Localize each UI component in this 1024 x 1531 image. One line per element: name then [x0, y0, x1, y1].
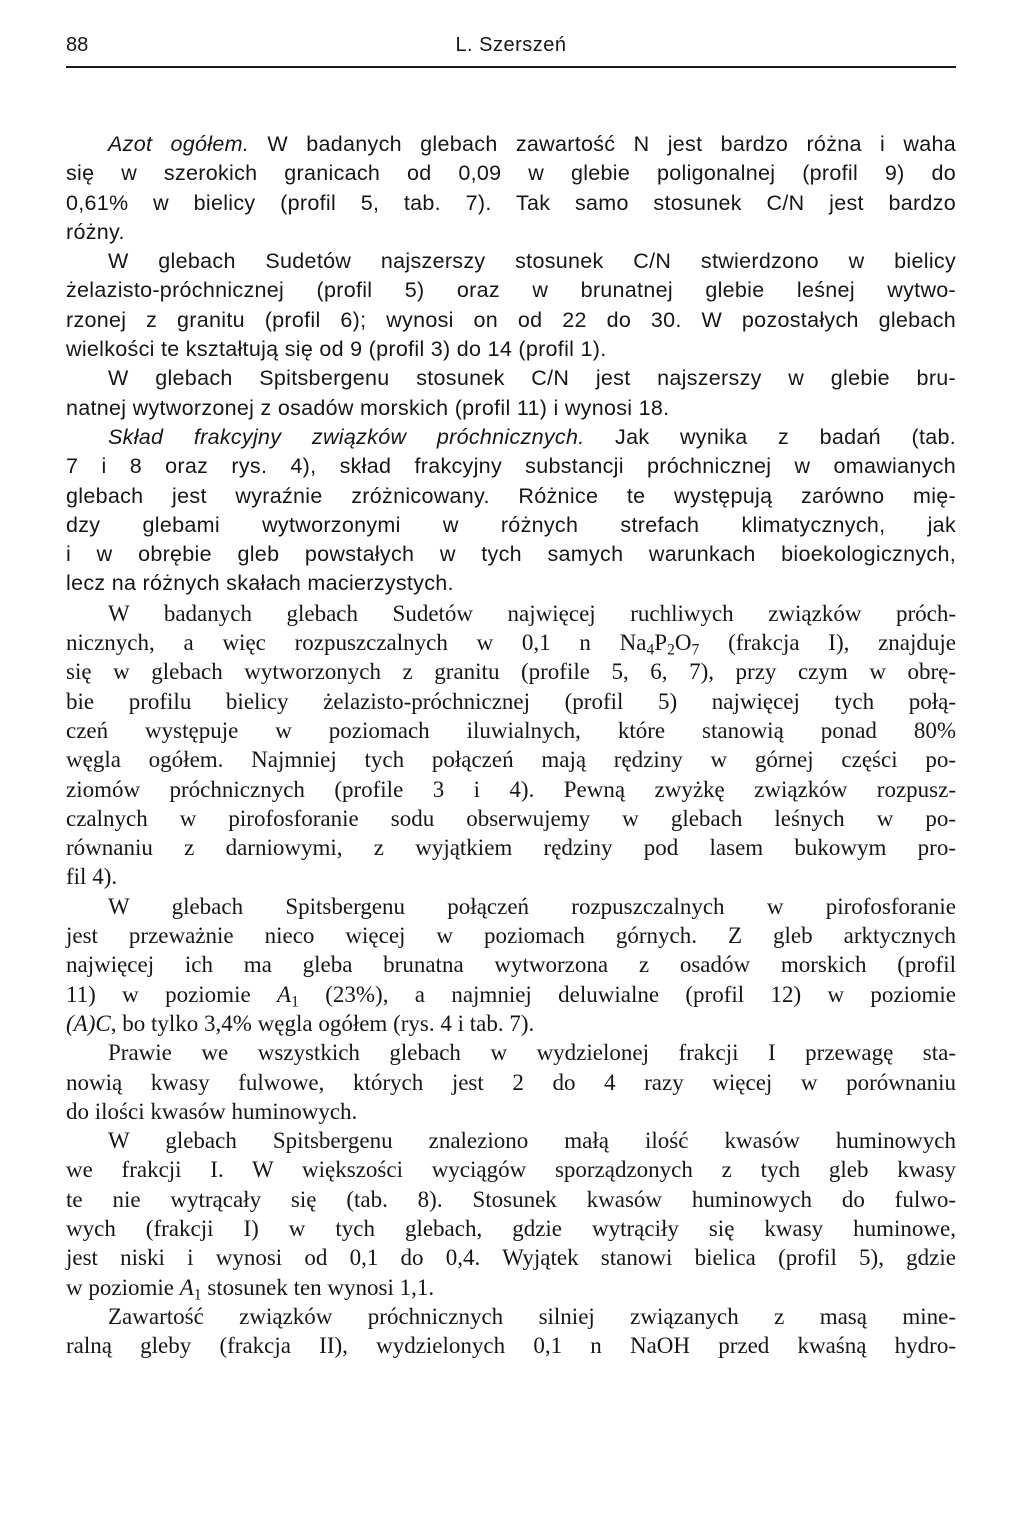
text-line: 7 i 8 oraz rys. 4), skład frakcyjny substancji próchnicznej w omawianych — [66, 454, 956, 479]
text-line: nicznych, a więc rozpuszczalnych w 0,1 n $Na_4P_2O_7$ (frakcja I), znajduje — [66, 630, 956, 659]
text-line: ralną gleby (frakcja II), wydzielonych 0,1 n NaOH przed kwaśną hydro- — [66, 1333, 956, 1359]
horizon-symbol: A — [277, 981, 292, 1007]
paragraph-nitrogen-total — [66, 130, 956, 247]
text-line: i w obrębie gleb powstałych w tych samych warunkach bioekologicznych, — [66, 542, 956, 567]
paragraph-spitsbergen-pyrophosphate — [66, 892, 956, 1038]
text-line: bie profilu bielicy żelazisto-próchnicznej (profil 5) najwięcej tych połą- — [66, 688, 956, 714]
text-line: równaniu z darniowymi, z wyjątkiem rędziny pod lasem bukowym pro- — [66, 835, 956, 861]
running-title: L. Szerszeń — [455, 34, 567, 56]
paragraph-fraction-two — [66, 1302, 956, 1361]
text-line: w poziomie $A_1$ stosunek ten wynosi 1,1. — [66, 1274, 435, 1304]
text-line: wych (frakcji I) w tych glebach, gdzie wytrąciły się kwasy huminowe, — [66, 1215, 956, 1241]
text-line: 11) w poziomie $A_1$ (23%), a najmniej deluwialne (profil 12) w poziomie — [66, 981, 956, 1011]
text-line: najwięcej ich ma gleba brunatna wytworzona z osadów morskich (profil — [66, 952, 956, 978]
body-text — [66, 130, 956, 1360]
text-line: ziomów próchnicznych (profile 3 i 4). Pewną zwyżkę związków rozpusz- — [66, 776, 956, 802]
text-line: te nie wytrącały się (tab. 8). Stosunek kwasów huminowych do fulwo- — [66, 1186, 956, 1212]
text-line: Skład frakcyjny związków próchnicznych. Jak wynika z badań (tab. — [108, 424, 957, 449]
text-line: się w szerokich granicach od 0,09 w glebie poligonalnej (profil 9) do — [66, 161, 956, 186]
text-line: jest przeważnie nieco więcej w poziomach górnych. Z gleb arktycznych — [66, 923, 956, 949]
text-line: węgla ogółem. Najmniej tych połączeń mają rędziny w górnej części po- — [66, 747, 956, 773]
text-line: do ilości kwasów huminowych. — [66, 1098, 358, 1124]
paragraph-fractional-composition — [66, 423, 956, 599]
text-line: Zawartość związków próchnicznych silniej związanych z masą mine- — [108, 1303, 956, 1329]
text-line: 0,61% w bielicy (profil 5, tab. 7). Tak samo stosunek C/N jest bardzo — [66, 190, 956, 215]
text-line: nowią kwasy fulwowe, których jest 2 do 4 razy więcej w porównaniu — [66, 1069, 956, 1095]
text-line: W glebach Sudetów najszerszy stosunek C/N stwierdzono w bielicy — [108, 249, 956, 274]
text-line: glebach jest wyraźnie zróżnicowany. Różnice te występują zarówno mię- — [66, 483, 956, 508]
text-line: we frakcji I. W większości wyciągów sporządzonych z tych gleb kwasy — [66, 1157, 956, 1183]
text-line: się w glebach wytworzonych z granitu (profile 5, 6, 7), przy czym w obrę- — [66, 659, 956, 685]
horizon-symbol: (A)C — [66, 1010, 111, 1036]
paragraph-spitsbergen-cn — [66, 364, 956, 423]
horizon-symbol: A — [179, 1274, 194, 1300]
text-line: Prawie we wszystkich glebach w wydzielonej frakcji I przewagę sta- — [108, 1040, 956, 1066]
text-line: W glebach Spitsbergenu znaleziono małą ilość kwasów huminowych — [108, 1128, 956, 1154]
text-line: czalnych w pirofosforanie sodu obserwujemy w glebach leśnych w po- — [66, 805, 956, 831]
page — [66, 30, 956, 1360]
text-line: (A)C, bo tylko 3,4% węgla ogółem (rys. 4 i tab. 7). — [66, 1010, 535, 1036]
text-line: żelazisto-próchnicznej (profil 5) oraz w brunatnej glebie leśnej wytwo- — [66, 278, 956, 303]
text-line: fil 4). — [66, 864, 118, 890]
text-line: W glebach Spitsbergenu stosunek C/N jest najszerszy w glebie bru- — [108, 366, 956, 391]
text-line: natnej wytworzonej z osadów morskich (profil 11) i wynosi 18. — [66, 395, 670, 420]
paragraph-humic-acids — [66, 1126, 956, 1302]
text-line: Azot ogółem. W badanych glebach zawartość N jest bardzo różna i waha — [108, 132, 956, 156]
page-header — [66, 30, 956, 68]
text-line: jest niski i wynosi od 0,1 do 0,4. Wyjątek stanowi bielica (profil 5), gdzie — [66, 1245, 956, 1271]
text-line: lecz na różnych skałach macierzystych. — [66, 571, 454, 596]
text-line: rzonej z granitu (profil 6); wynosi on od 22 do 30. W pozostałych glebach — [66, 307, 956, 332]
text-line: dzy glebami wytworzonymi w różnych strefach klimatycznych, jak — [66, 512, 956, 537]
section-lead: Skład frakcyjny związków próchnicznych. — [108, 424, 585, 449]
paragraph-sudety-mobile-compounds — [66, 599, 956, 892]
section-lead: Azot ogółem. — [108, 132, 250, 156]
page-number: 88 — [66, 34, 89, 56]
paragraph-fulvic-acids — [66, 1038, 956, 1126]
text-line: W glebach Spitsbergenu połączeń rozpuszczalnych w pirofosforanie — [108, 893, 956, 919]
text-line: czeń występuje w poziomach iluwialnych, które stanowią ponad 80% — [66, 717, 956, 743]
paragraph-sudety-cn — [66, 247, 956, 364]
text-line: wielkości te kształtują się od 9 (profil 3) do 14 (profil 1). — [66, 337, 607, 362]
text-line: różny. — [66, 219, 125, 244]
text-line: W badanych glebach Sudetów najwięcej ruchliwych związków próch- — [108, 600, 956, 626]
